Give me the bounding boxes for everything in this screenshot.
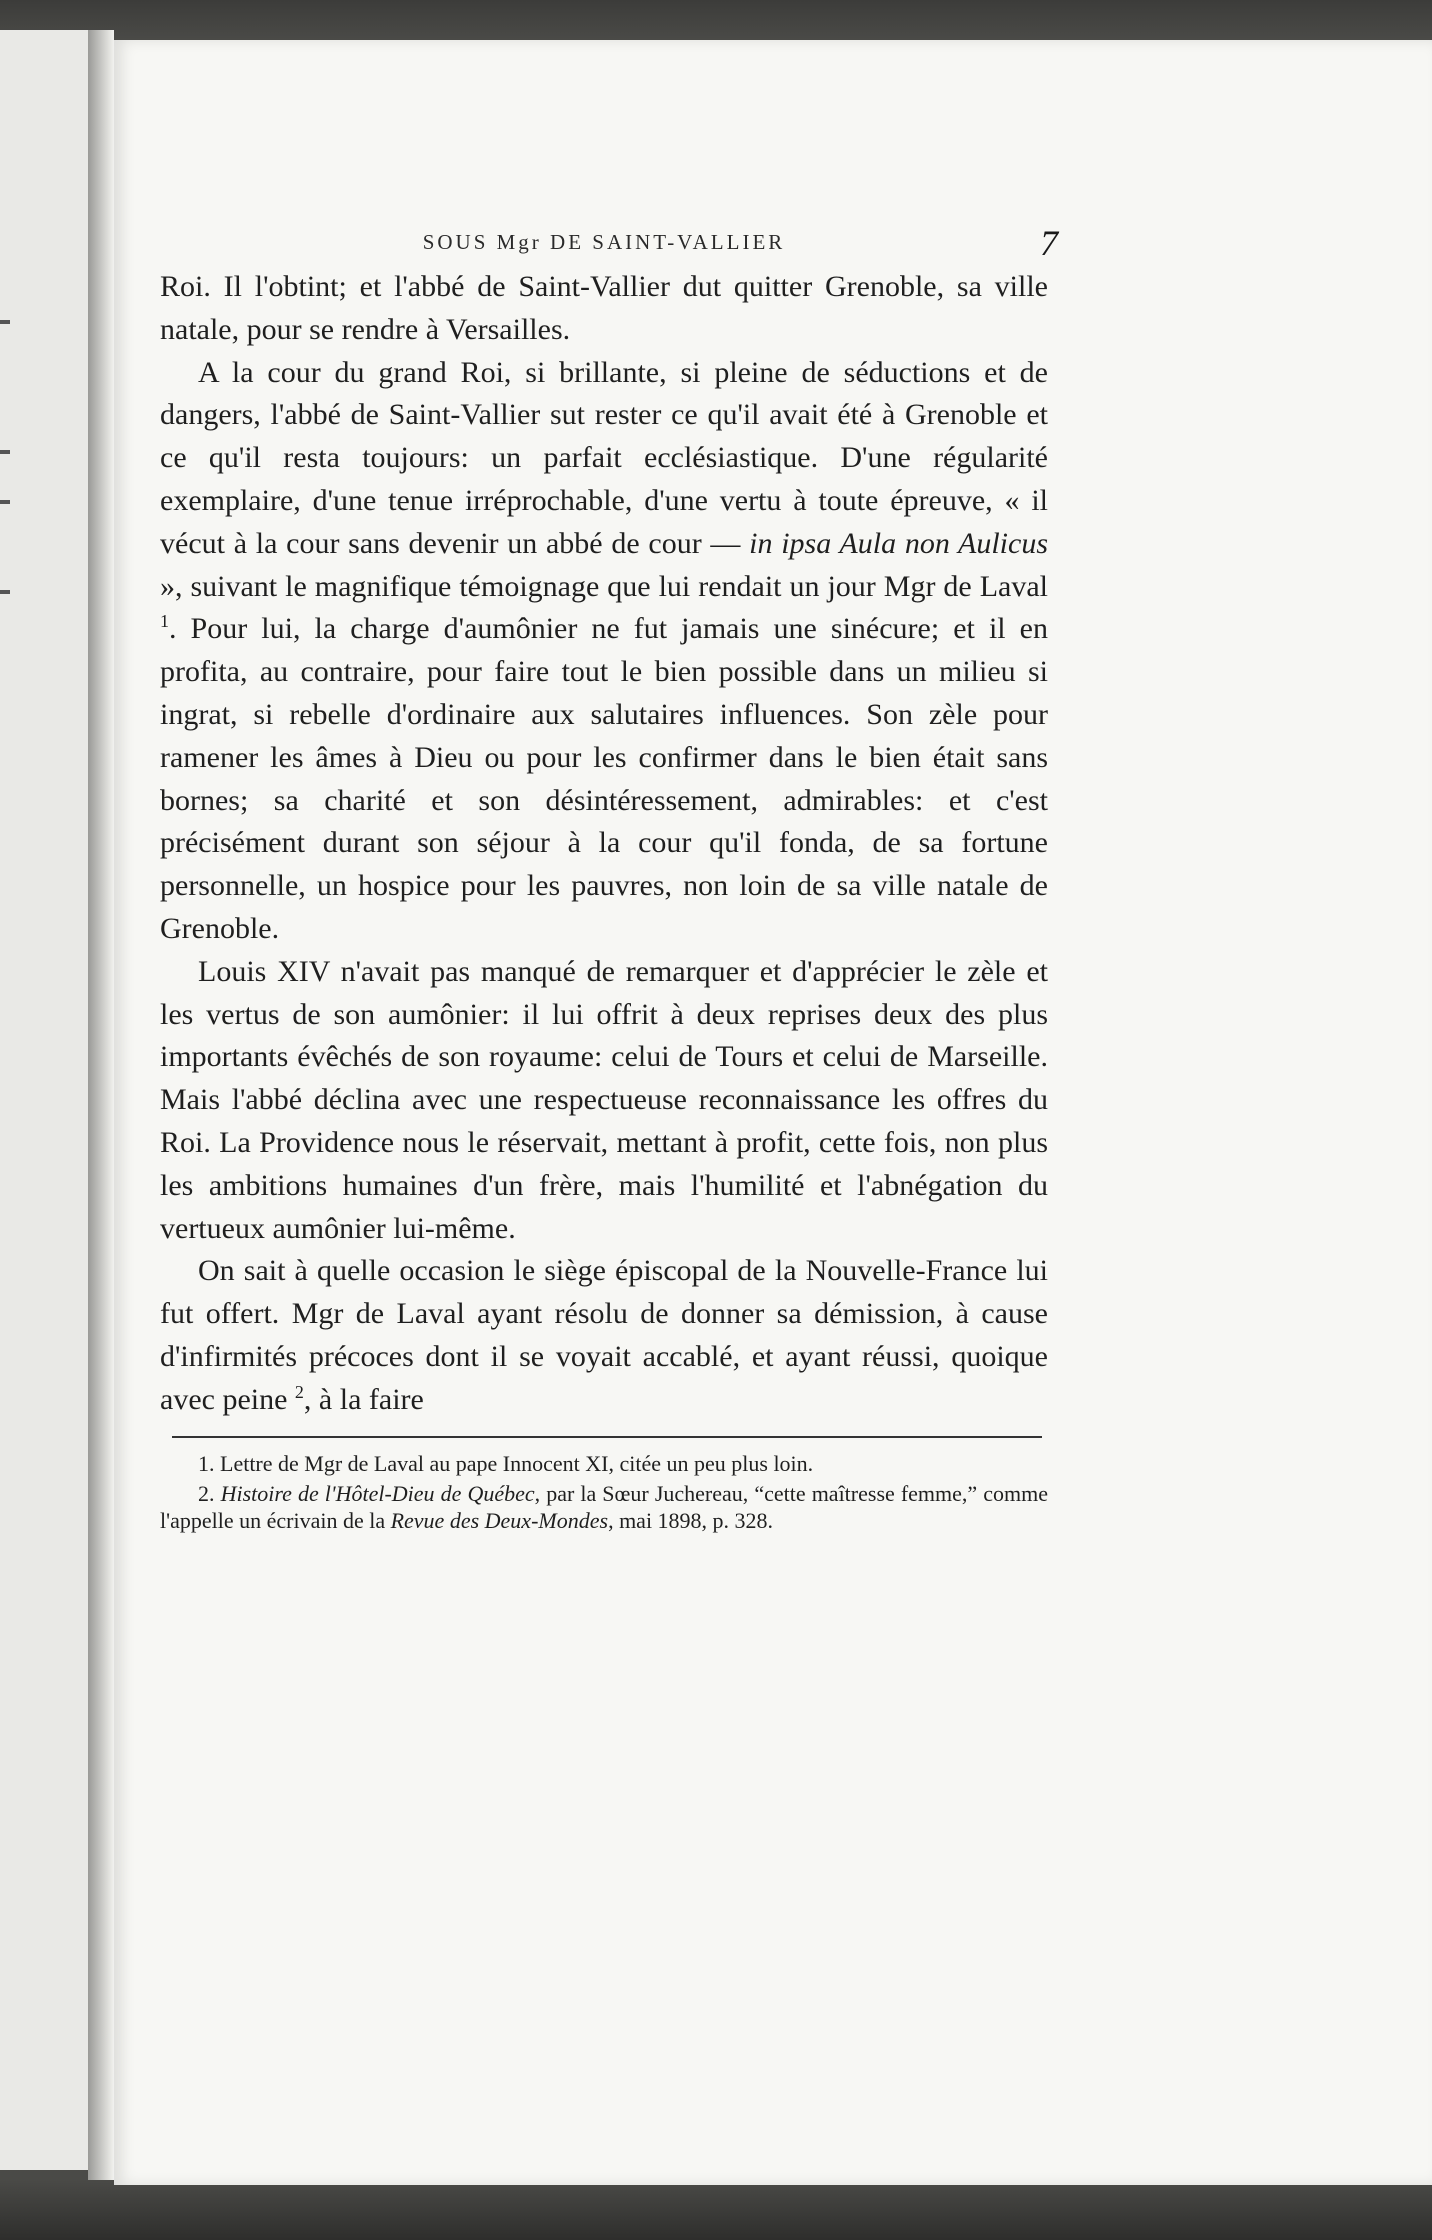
margin-mark	[0, 450, 10, 454]
latin-quote: in ipsa Aula non Aulicus	[749, 526, 1048, 560]
page-content	[160, 218, 1058, 1534]
left-page-edge	[0, 30, 88, 2170]
footnote-2-title: Histoire de l'Hôtel-Dieu de Québec	[220, 1480, 535, 1506]
paragraph-1: Roi. Il l'obtint; et l'abbé de Saint-Vallier dut quitter Grenoble, sa ville natale, pour se rendre à Versailles.	[160, 270, 1048, 346]
paragraph-2	[160, 352, 1048, 951]
footnote-2-journal: Revue des Deux-Mondes	[390, 1507, 609, 1533]
page-number: 7	[1040, 223, 1058, 263]
margin-mark	[0, 500, 10, 504]
footnote-2-end: , mai 1898, p. 328.	[608, 1507, 774, 1533]
paragraph-4-text-a: On sait à quelle occasion le siège épiscopal de la Nouvelle-France lui fut offert. Mgr de Laval ayant résolu de donner sa démission, à cause d'infirmités précoces dont il se voyait accablé, et ayant réussi, quoique avec peine	[160, 1254, 1048, 1416]
footnote-2-mid: , par la Sœur Juchereau, “cette maîtresse femme,” comme l'appelle un écrivain de la	[160, 1480, 1049, 1533]
footnote-2-prefix: 2.	[198, 1480, 221, 1506]
footnote-2	[160, 1480, 1048, 1534]
footnotes	[160, 1450, 1048, 1534]
footnote-1: 1. Lettre de Mgr de Laval au pape Innocent XI, citée un peu plus loin.	[198, 1450, 814, 1476]
paragraph-3: Louis XIV n'avait pas manqué de remarquer et d'apprécier le zèle et les vertus de son aumônier: il lui offrit à deux reprises deux des plus importants évêchés de son royaume: celui de Tours et celui de Marseille. Mais l'abbé déclina avec une respectueuse reconnaissance les offres du Roi. La Providence nous le réservait, mettant à profit, cette fois, non plus les ambitions humaines d'un frère, mais l'humilité et l'abnégation du vertueux aumônier lui-même.	[160, 954, 1048, 1245]
paragraph-2-text-a: A la cour du grand Roi, si brillante, si pleine de séductions et de dangers, l'abbé de Saint-Vallier sut rester ce qu'il avait été à Grenoble et ce qu'il resta toujours: un parfait ecclésiastique. D'une régularité exemplaire, d'une tenue irréprochable, d'une vertu à toute épreuve, « il vécut à la cour sans devenir un abbé de cour —	[160, 355, 1048, 560]
book-page	[114, 40, 1432, 2185]
footnote-ref-1: 1	[160, 611, 169, 632]
margin-mark	[0, 590, 10, 594]
paragraph-4	[160, 1250, 1048, 1421]
footnote-ref-2: 2	[294, 1381, 304, 1402]
body-text	[160, 266, 1048, 1422]
paragraph-2-text-c: . Pour lui, la charge d'aumônier ne fut jamais une sinécure; et il en profita, au contraire, pour faire tout le bien possible dans un milieu si ingrat, si rebelle d'ordinaire aux salutaires influences. Son zèle pour ramener les âmes à Dieu ou pour les confirmer dans le bien était sans bornes; sa charité et son désintéressement, admirables: et c'est précisément durant son séjour à la cour qu'il fonda, de sa fortune personnelle, un hospice pour les pauvres, non loin de sa ville natale de Grenoble.	[160, 612, 1048, 945]
running-head	[160, 218, 1058, 266]
running-title: SOUS Mgr DE SAINT-VALLIER	[422, 230, 786, 254]
margin-mark	[0, 320, 10, 324]
paragraph-4-text-b: , à la faire	[303, 1382, 424, 1416]
paragraph-2-text-b: », suivant le magnifique témoignage que lui rendait un jour Mgr de Laval	[160, 569, 1048, 603]
footnote-divider	[172, 1436, 1042, 1438]
book-gutter	[88, 30, 114, 2180]
